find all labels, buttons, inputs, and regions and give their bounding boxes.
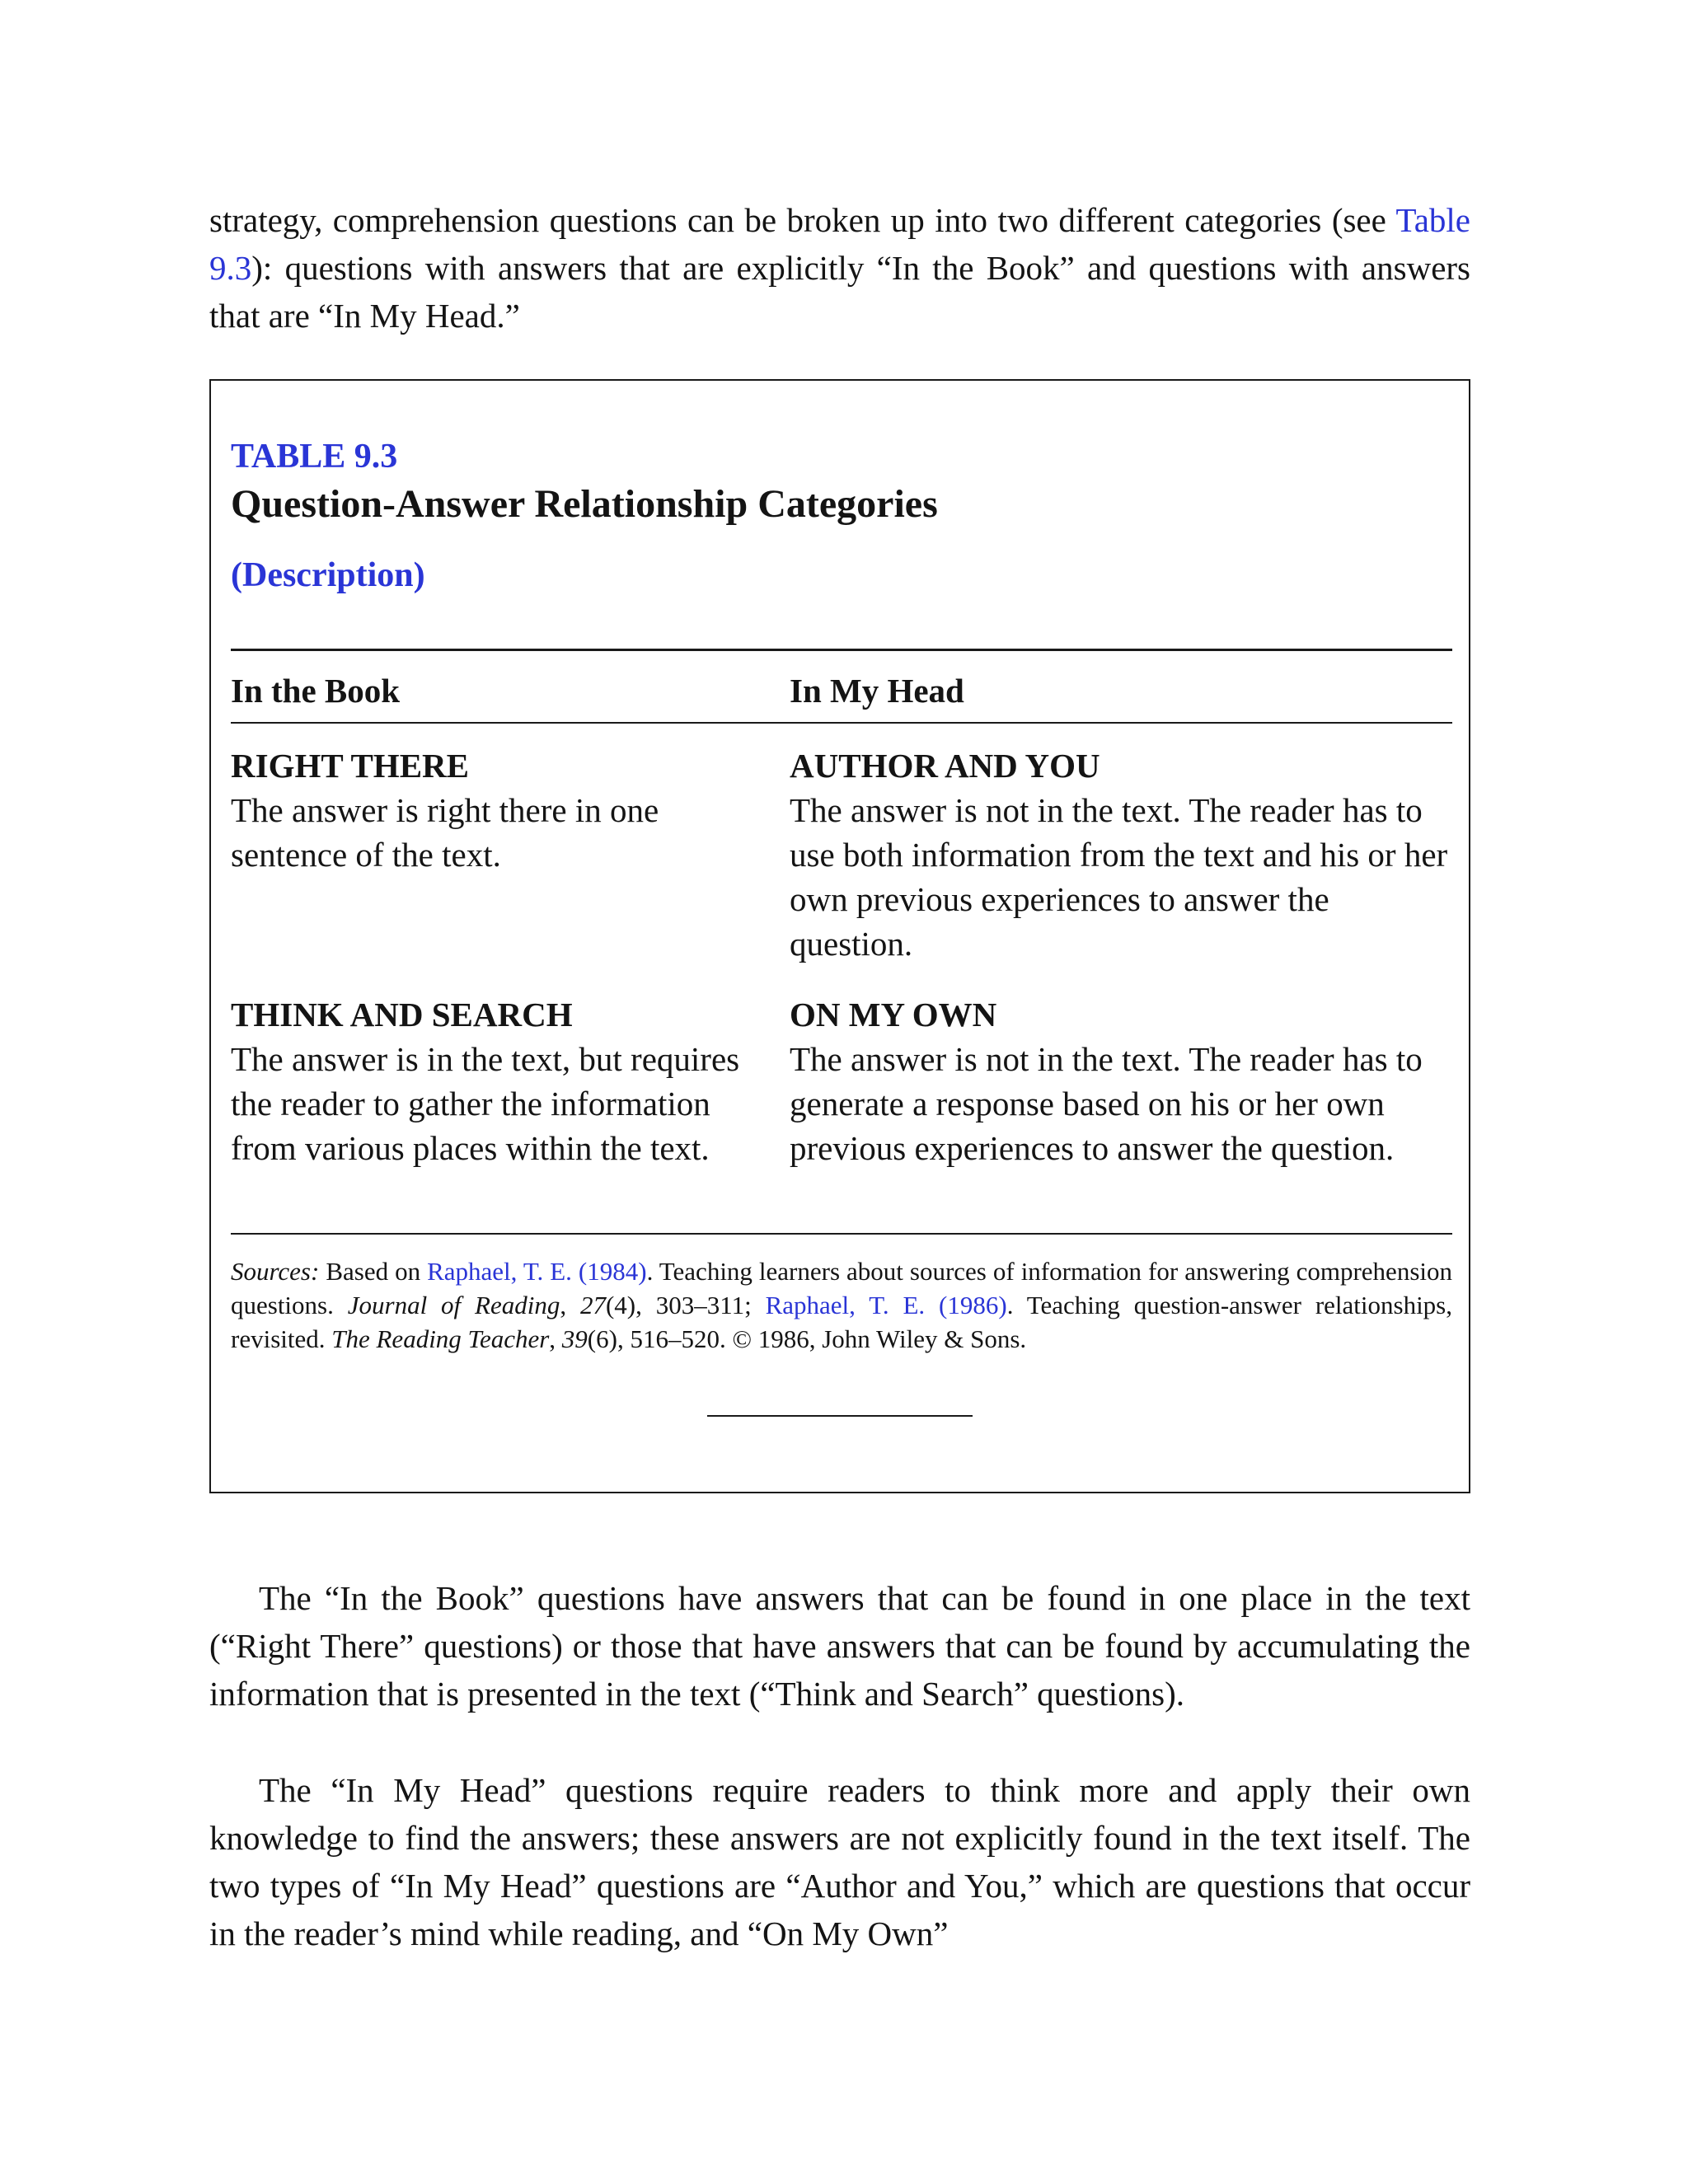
cell-on-my-own — [790, 992, 1454, 1170]
sources-text: . Teaching learners about sources of information for answering comprehension questions. — [231, 1257, 1452, 1319]
intro-paragraph — [209, 196, 1470, 340]
sources-text: (6), 516–520. © 1986, John Wiley & Sons. — [587, 1324, 1027, 1353]
cell-think-and-search — [231, 992, 767, 1170]
intro-text-after: ): questions with answers that are explicitly “In the Book” and questions with answers that are “In My Head.” — [209, 249, 1470, 335]
sources-label: Sources: — [231, 1257, 320, 1286]
sources-text: , — [549, 1324, 562, 1353]
cell-text: The answer is not in the text. The reader has to use both information from the text and his or her own previous experiences to answer the question. — [790, 791, 1448, 963]
table-sources-note — [231, 1254, 1452, 1356]
cell-title: THINK AND SEARCH — [231, 996, 573, 1033]
cell-right-there — [231, 743, 767, 877]
sources-text: . Teaching question-answer relationships, revisited. — [231, 1291, 1452, 1353]
intro-text-before: strategy, comprehension questions can be broken up into two different categories (see — [209, 201, 1396, 239]
body-paragraph-1: The “In the Book” questions have answers that can be found in one place in the text (“Right There” questions) or those that have answers that can be found by accumulating the information that is presented in the text (“Think and Search” questions). — [209, 1579, 1470, 1713]
journal-name: The Reading Teacher — [331, 1324, 550, 1353]
sources-text: (4), 303–311; — [605, 1291, 766, 1319]
cell-title: ON MY OWN — [790, 996, 997, 1033]
volume-number: 39 — [561, 1324, 588, 1353]
sources-text: , — [560, 1291, 580, 1319]
table-title: Question-Answer Relationship Categories — [231, 482, 938, 526]
table-9-3-link[interactable]: Table 9.3 — [209, 201, 1470, 287]
cell-text: The answer is in the text, but requires the reader to gather the information from various places within the text. — [231, 1040, 740, 1167]
citation-link-1984[interactable]: Raphael, T. E. (1984) — [427, 1257, 647, 1286]
table-top-rule — [231, 649, 1452, 651]
table-9-3-box — [209, 379, 1470, 1493]
cell-title: AUTHOR AND YOU — [790, 747, 1100, 785]
journal-name: Journal of Reading — [347, 1291, 560, 1319]
table-description-link[interactable]: (Description) — [231, 556, 425, 594]
table-bottom-rule — [231, 1233, 1452, 1235]
cell-text: The answer is right there in one sentence of the text. — [231, 791, 659, 874]
column-header-in-my-head: In My Head — [790, 672, 964, 710]
cell-author-and-you — [790, 743, 1454, 966]
body-paragraph-2: The “In My Head” questions require readers to think more and apply their own knowledge to find the answers; these answers are not explicitly found in the text itself. The two types of “In My Head” questions are “Author and You,” which are questions that occur in the reader’s mind while reading, and “On My Own” — [209, 1771, 1470, 1952]
table-end-rule — [707, 1415, 973, 1417]
citation-link-1986[interactable]: Raphael, T. E. (1986) — [765, 1291, 1007, 1319]
cell-title: RIGHT THERE — [231, 747, 470, 785]
sources-text: Based on — [319, 1257, 428, 1286]
volume-number: 27 — [579, 1291, 606, 1319]
column-header-in-the-book: In the Book — [231, 672, 401, 710]
table-label: TABLE 9.3 — [231, 438, 398, 476]
table-header-rule — [231, 722, 1452, 724]
cell-text: The answer is not in the text. The reader has to generate a response based on his or her own previous experiences to answer the question. — [790, 1040, 1423, 1167]
